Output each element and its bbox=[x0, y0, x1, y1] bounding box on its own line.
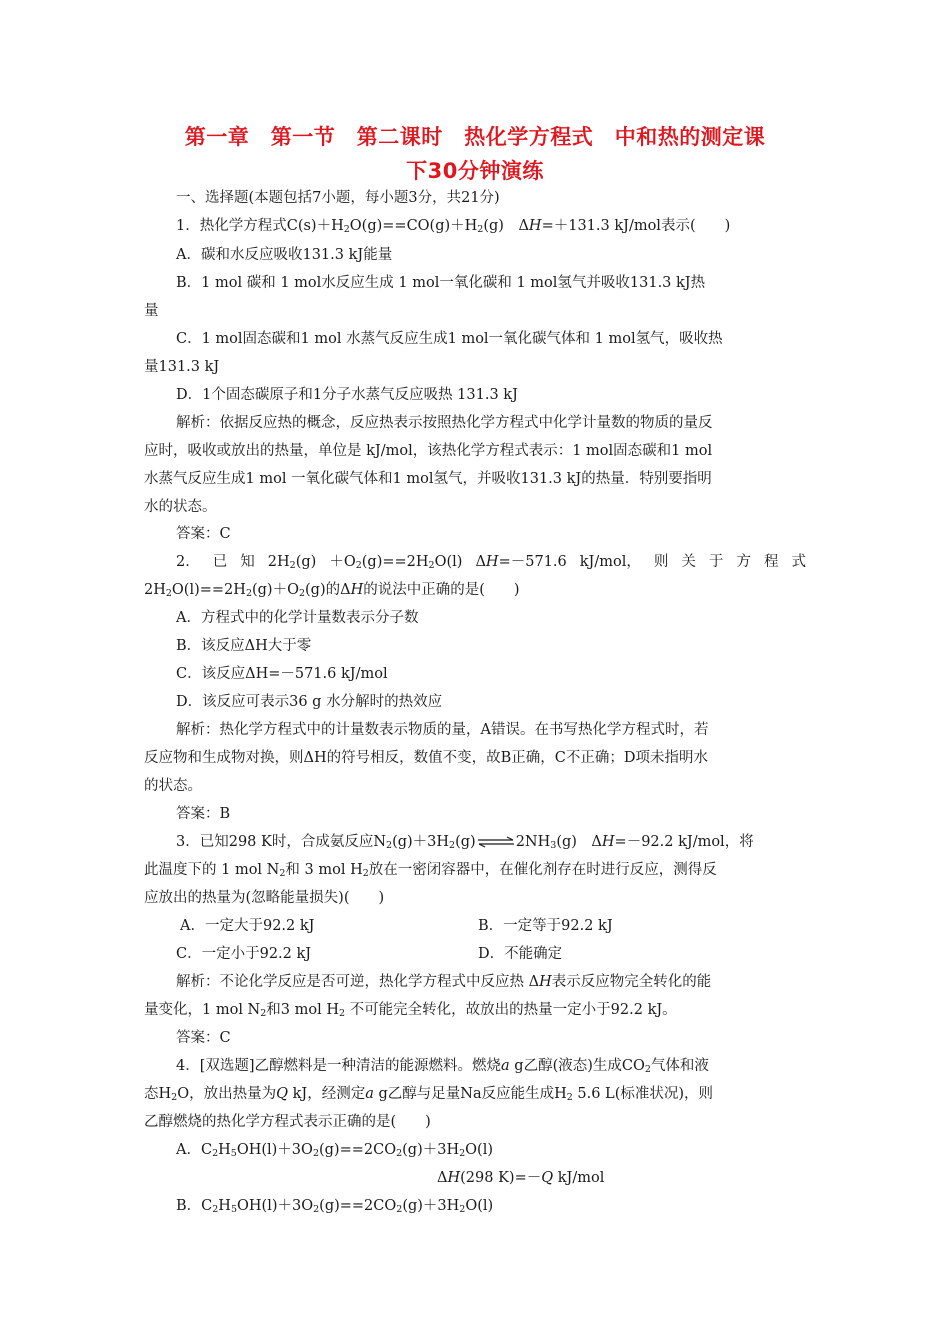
q1-option-c-line-1: C．1 mol固态碳和1 mol 水蒸气反应生成1 mol一氧化碳气体和 1 mol氢气，吸收热 bbox=[176, 331, 723, 347]
q2-analysis-line-3: 的状态。 bbox=[144, 778, 202, 794]
q1-analysis-line-4: 水的状态。 bbox=[144, 499, 217, 515]
page-title-line-1: 第一章 第一节 第二课时 热化学方程式 中和热的测定课 bbox=[184, 125, 766, 149]
q3-option-b: B．一定等于92.2 kJ bbox=[478, 918, 613, 934]
q2-option-d: D．该反应可表示36 g 水分解时的热效应 bbox=[176, 694, 443, 710]
q1-option-a: A．碳和水反应吸收131.3 kJ能量 bbox=[176, 247, 393, 263]
q4-stem-line-3: 乙醇燃烧的热化学方程式表示正确的是( ) bbox=[144, 1114, 431, 1130]
q3-stem-line-2: 此温度下的 1 mol $N_2$和 3 mol $H_2$放在一密闭容器中，在催化剂存在时进行反应，测得反 bbox=[144, 862, 717, 879]
q3-stem-line-1: 3．已知298 K时，合成氨反应$N_2(g)+3H_2(g)$ $2NH_3(g)$ ΔH=－92.2 kJ/mol，将 bbox=[176, 834, 754, 851]
q1-option-d: D．1个固态碳原子和1分子水蒸气反应吸热 131.3 kJ bbox=[176, 387, 518, 403]
q3-stem-line-3: 应放出的热量为(忽略能量损失)( ) bbox=[144, 890, 385, 906]
q3-option-a: A．一定大于92.2 kJ bbox=[180, 918, 315, 934]
q3-option-c: C．一定小于92.2 kJ bbox=[176, 946, 312, 962]
q4-stem-line-2: 态$H_2O$，放出热量为Q kJ，经测定a g乙醇与足量Na反应能生成$H_2$ 5.6 L(标准状况)，则 bbox=[144, 1086, 714, 1103]
q4-stem-line-1: 4．[双选题]乙醇燃料是一种清洁的能源燃料。燃烧a g乙醇(液态)生成$CO_2$气体和液 bbox=[176, 1058, 709, 1075]
q2-option-b: B．该反应ΔH大于零 bbox=[176, 638, 312, 654]
q4-option-a-equation: A．$C_2H_5OH(l)+3O_2(g)==2CO_2(g)+3H_2O(l)$ bbox=[176, 1142, 493, 1159]
q2-analysis-line-2: 反应物和生成物对换，则ΔH的符号相反，数值不变，故B正确，C不正确；D项未指明水 bbox=[144, 750, 708, 766]
section-heading: 一、选择题(本题包括7小题，每小题3分，共21分) bbox=[176, 190, 500, 206]
q1-analysis-line-3: 水蒸气反应生成1 mol 一氧化碳气体和1 mol氢气，并吸收131.3 kJ的热量．特别要指明 bbox=[144, 471, 712, 487]
q1-option-c-line-2: 量131.3 kJ bbox=[144, 359, 220, 375]
q3-option-d: D．不能确定 bbox=[478, 946, 563, 962]
q4-option-b-equation: B．$C_2H_5OH(l)+3O_2(g)==2CO_2(g)+3H_2O(l)$ bbox=[176, 1198, 494, 1215]
q3-answer: 答案：C bbox=[176, 1030, 231, 1046]
page-title-line-2: 下30分钟演练 bbox=[406, 159, 544, 183]
q2-option-a: A．方程式中的化学计量数表示分子数 bbox=[176, 610, 419, 626]
q4-option-a-delta-h: ΔH(298 K)=－Q kJ/mol bbox=[437, 1170, 605, 1186]
q3-analysis-line-1: 解析：不论化学反应是否可逆，热化学方程式中反应热 ΔH表示反应物完全转化的能 bbox=[176, 974, 712, 990]
q2-stem-line-2: $2H_2O(l)==2H_2(g)+O_2(g)$的ΔH的说法中正确的是( ) bbox=[144, 582, 520, 599]
q1-option-b-line-1: B．1 mol 碳和 1 mol水反应生成 1 mol一氧化碳和 1 mol氢气并吸收131.3 kJ热 bbox=[176, 275, 706, 291]
q3-analysis-line-2: 量变化，1 mol $N_2$和3 mol $H_2$ 不可能完全转化，故放出的热量一定小于92.2 kJ。 bbox=[144, 1002, 677, 1019]
q1-analysis-line-2: 应时，吸收或放出的热量，单位是 kJ/mol，该热化学方程式表示：1 mol固态碳和1 mol bbox=[144, 443, 713, 459]
q2-analysis-line-1: 解析：热化学方程式中的计量数表示物质的量，A错误。在书写热化学方程式时，若 bbox=[176, 722, 709, 738]
q1-stem: 1．热化学方程式$C(s)+H_2O(g)==CO(g)+H_2(g)$ ΔH=＋131.3 kJ/mol表示( ) bbox=[176, 218, 731, 235]
q1-option-b-line-2: 量 bbox=[144, 303, 159, 319]
q2-answer: 答案：B bbox=[176, 806, 231, 822]
reversible-arrow-icon bbox=[477, 836, 515, 848]
q1-answer: 答案：C bbox=[176, 526, 231, 542]
q2-option-c: C．该反应ΔH=－571.6 kJ/mol bbox=[176, 666, 388, 682]
q1-analysis-line-1: 解析：依据反应热的概念，反应热表示按照热化学方程式中化学计量数的物质的量反 bbox=[176, 415, 713, 431]
q2-stem-line-1: 2． 已 知 $2H_2(g)$ $+O_2(g)==2H_2O(l)$ ΔH=－571.6 kJ/mol， 则 关 于 方 程 式 bbox=[176, 554, 806, 571]
